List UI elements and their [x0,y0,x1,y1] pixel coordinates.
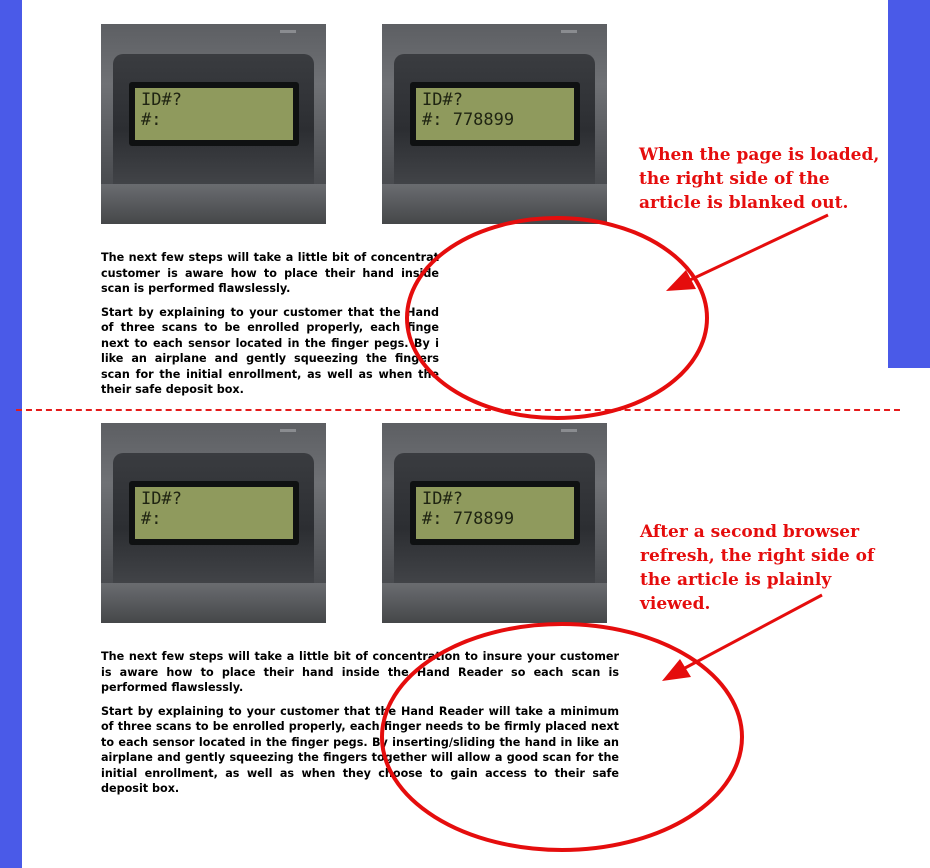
article-paragraph-1: The next few steps will take a little bit of concentrat customer is aware how to place their hand inside scan is performed flawslessly. [101,251,439,295]
lcd-line-2: #: 778899 [422,509,515,529]
arrow-head-after [662,659,691,681]
arrow-line-after [685,595,822,668]
highlight-ellipse-after [382,624,742,850]
lcd-line-2: #: 778899 [422,110,515,130]
arrow-line-before [690,215,828,280]
highlight-ellipse-before [407,218,707,418]
lcd-line-2: #: [141,110,162,130]
annotation-before: When the page is loaded, the right side of the article is blanked out. [639,145,880,213]
annotation-after: After a second browser refresh, the right side of the article is plainly viewed. [640,522,875,614]
article-paragraph-1: The next few steps will take a little bit of concentration to insure your customer is aware how to place their hand inside the Hand Reader so each scan is performed flawslessly. [101,650,619,694]
lcd-line-2: #: [141,509,162,529]
lcd-line-1: ID#? [422,90,463,110]
lcd-line-1: ID#? [141,489,182,509]
article-paragraph-2: Start by explaining to your customer that the Hand of three scans to be enrolled properly, each finge next to each sensor located in the finger pegs. By i like an airplane and gently squeezing the fingers scan for the initial enrollment, as well as when the their safe deposit box. [101,305,439,396]
article-paragraph-2: Start by explaining to your customer that the Hand Reader will take a minimum of three scans to be enrolled properly, each finger needs to be firmly placed next to each sensor located in the finger pegs. By inserting/sliding the hand in like an airplane and gently squeezing the fingers together will allow a good scan for the initial enrollment, as well as when they choose to gain access to their safe deposit box. [101,704,619,795]
lcd-line-1: ID#? [141,90,182,110]
lcd-line-1: ID#? [422,489,463,509]
